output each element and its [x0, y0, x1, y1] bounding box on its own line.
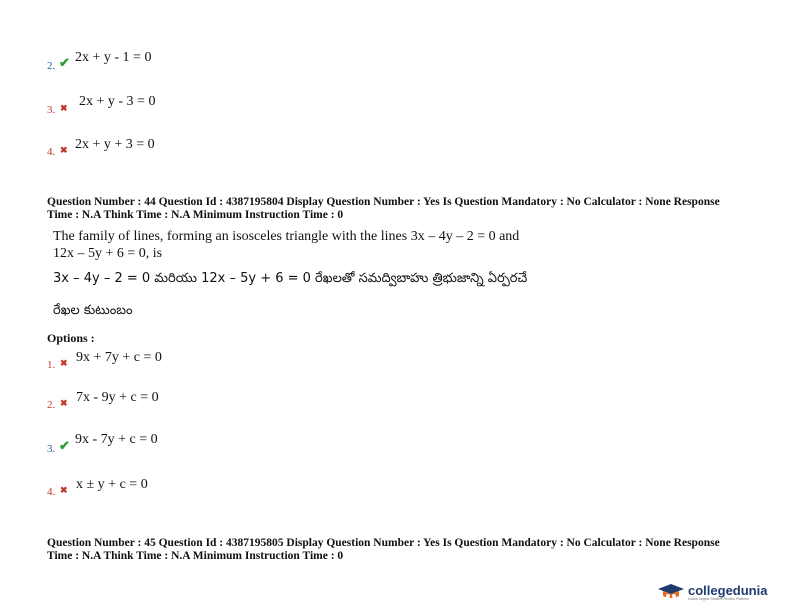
meta-line-2: Time : N.A Think Time : N.A Minimum Instruction Time : 0: [47, 209, 344, 221]
check-icon: ✔: [59, 55, 70, 70]
question-44-text-english: [53, 228, 519, 262]
cross-icon: ✖: [60, 398, 68, 408]
option-equation: 2x + y + 3 = 0: [75, 137, 155, 152]
question-text-line-1: The family of lines, forming an isosceles triangle with the lines 3x – 4y – 2 = 0 and: [53, 229, 520, 244]
check-icon: ✔: [59, 438, 70, 453]
collegedunia-logo: [657, 583, 767, 601]
cross-icon: ✖: [60, 485, 68, 495]
cross-icon: ✖: [60, 145, 68, 155]
meta-line-2: Time : N.A Think Time : N.A Minimum Instruction Time : 0: [47, 550, 344, 562]
graduation-cap-icon: [657, 583, 685, 601]
option-number: 3.: [47, 443, 56, 455]
meta-line-1: Question Number : 44 Question Id : 4387195804 Display Question Number : Yes Is Question Mandatory : No Calculator : None Response: [47, 196, 720, 208]
option-number: 4.: [47, 146, 56, 158]
question-45-meta: [47, 537, 767, 563]
options-label: Options :: [47, 331, 95, 345]
question-44-text-telugu-line-2: రేఖల కుటుంబం: [53, 303, 133, 318]
option-number: 3.: [47, 104, 56, 116]
cross-icon: ✖: [60, 103, 68, 113]
logo-name: collegedunia: [688, 583, 768, 598]
option-number: 2.: [47, 399, 56, 411]
option-equation: 7x - 9y + c = 0: [76, 390, 159, 405]
cross-icon: ✖: [60, 358, 68, 368]
option-equation: 2x + y - 3 = 0: [79, 94, 156, 109]
option-equation: 9x - 7y + c = 0: [75, 432, 158, 447]
question-44-text-telugu-line-1: 3x – 4y – 2 = 0 మరియు 12x – 5y + 6 = 0 రేఖలతో సమద్విబాహు త్రిభుజాన్ని ఏర్పరచే: [53, 271, 528, 286]
option-equation: 9x + 7y + c = 0: [76, 350, 162, 365]
question-44-meta: [47, 196, 767, 222]
question-text-line-2: 12x – 5y + 6 = 0, is: [53, 246, 163, 261]
meta-line-1: Question Number : 45 Question Id : 4387195805 Display Question Number : Yes Is Question Mandatory : No Calculator : None Response: [47, 537, 720, 549]
option-equation: 2x + y - 1 = 0: [75, 50, 152, 65]
option-number: 1.: [47, 359, 56, 371]
logo-tagline: India's largest Student Review Platform: [688, 597, 749, 601]
option-number: 2.: [47, 60, 56, 72]
option-number: 4.: [47, 486, 56, 498]
option-equation: x ± y + c = 0: [76, 477, 148, 492]
